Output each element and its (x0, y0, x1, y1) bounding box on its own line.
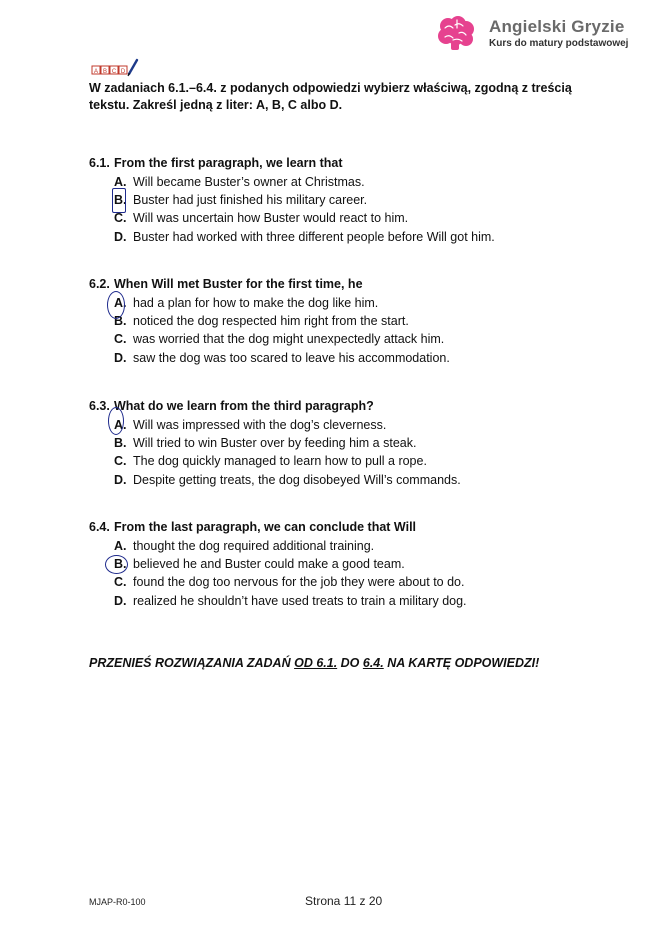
question-number: 6.2. (89, 277, 110, 291)
transfer-instruction: PRZENIEŚ ROZWIĄZANIA ZADAŃ OD 6.1. DO 6.4. NA KARTĘ ODPOWIEDZI! (89, 656, 540, 670)
question-number: 6.1. (89, 156, 110, 170)
logo-subtitle: Kurs do matury podstawowej (489, 38, 629, 49)
task-instructions: W zadaniach 6.1.–6.4. z podanych odpowiedzi wybierz właściwą, zgodną z treścią tekstu. Zakreśl jedną z liter: A, B, C albo D. (89, 81, 572, 112)
question-stem: What do we learn from the third paragraph? (114, 399, 374, 413)
logo-title: Angielski Gryzie (489, 17, 625, 36)
question-6-3: 6.3. What do we learn from the third paragraph? A. Will was impressed with the dog’s cleverness. B. Will tried to win Buster over by feeding him a steak. C. The dog quickly managed to learn how to pull a rope. D. Despite getting treats, the dog disobeyed Will’s commands. (89, 399, 461, 487)
question-number: 6.4. (89, 520, 110, 534)
pencil-answer-icon (91, 58, 139, 78)
answer-mark (105, 555, 128, 574)
logo (437, 14, 652, 58)
question-stem: From the last paragraph, we can conclude that Will (114, 520, 417, 534)
page-number: Strona 11 z 20 (305, 894, 383, 908)
exam-code: MJAP-R0-100 (89, 897, 146, 907)
question-number: 6.3. (89, 399, 110, 413)
svg-text:C: C (111, 69, 117, 75)
svg-text:A: A (93, 69, 99, 75)
question-stem: When Will met Buster for the first time, he (114, 277, 363, 291)
brain-icon (437, 16, 475, 52)
question-stem: From the first paragraph, we learn that (114, 156, 343, 170)
answer-mark (107, 291, 125, 319)
answer-mark (112, 188, 126, 213)
svg-text:B: B (102, 69, 108, 75)
question-6-4: 6.4. From the last paragraph, we can conclude that Will A. thought the dog required additional training. B. believed he and Buster could make a good team. C. found the dog too nervous for the job they were about to do. D. realized he shouldn’t have used treats to train a military dog. (89, 520, 467, 608)
question-6-2: 6.2. When Will met Buster for the first time, he A. had a plan for how to make the dog like him. B. noticed the dog respected him right from the start. C. was worried that the dog might unexpectedly attack him. D. saw the dog was too scared to leave his accommodation. (89, 277, 450, 365)
question-6-1: 6.1. From the first paragraph, we learn that A. Will became Buster’s owner at Christmas. B. Buster had just finished his military career. C. Will was uncertain how Buster would react to him. D. Buster had worked with three different people before Will got him. (89, 156, 495, 244)
answer-mark (108, 407, 124, 435)
svg-text:D: D (120, 69, 126, 75)
